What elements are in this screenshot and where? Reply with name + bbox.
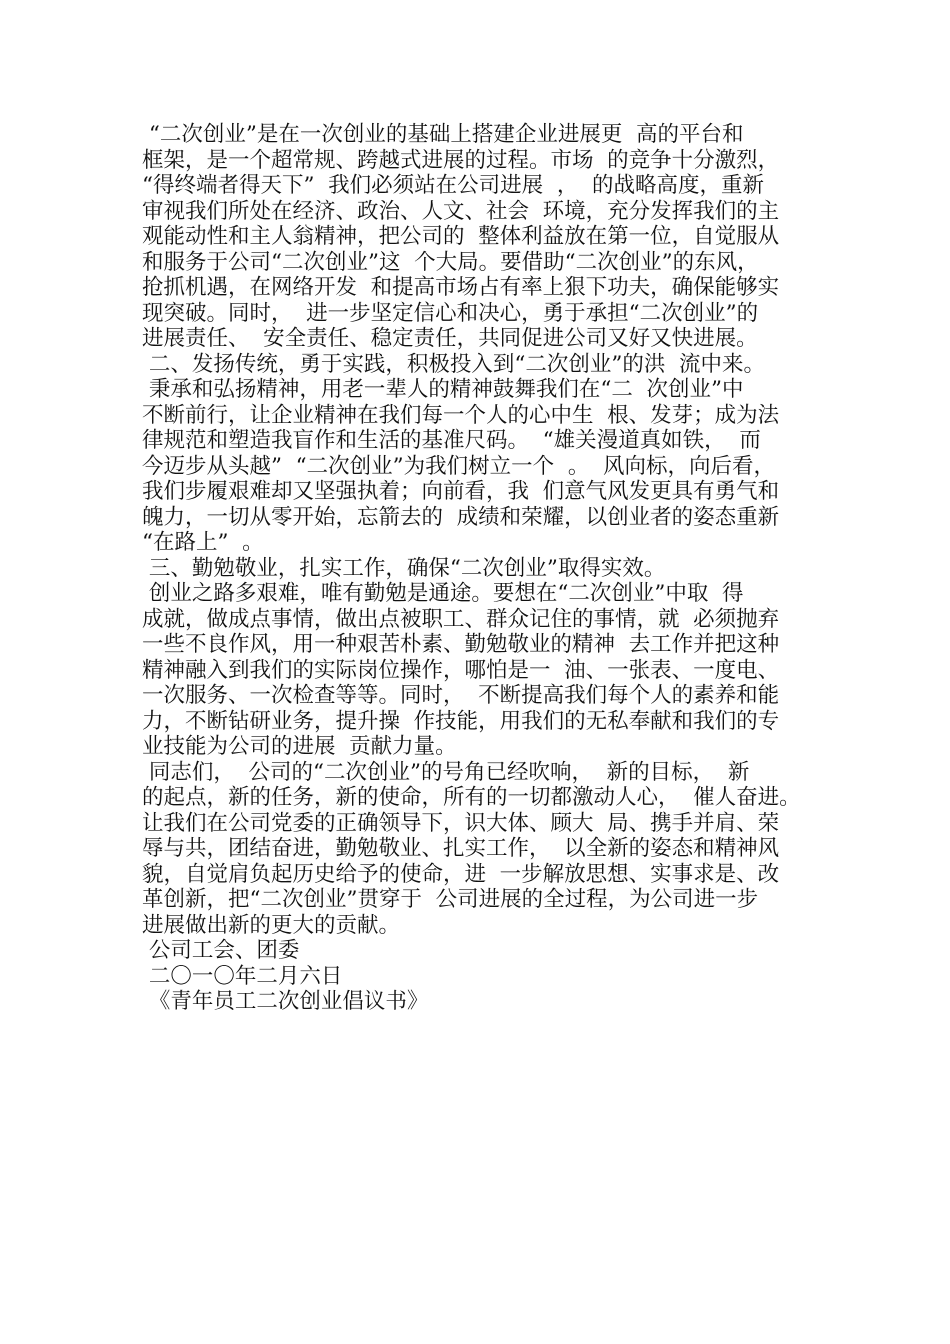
text-line-25: 业技能为公司的进展 贡献力量。 <box>142 734 457 759</box>
text-line-27: 的起点，新的任务，新的使命，所有的一切都激动人心， 催人奋进。 <box>142 785 801 810</box>
text-line-16: 魄力，一切从零开始，忘箭去的 成绩和荣耀，以创业者的姿态重新 <box>142 504 780 530</box>
text-line-28: 让我们在公司党委的正确领导下，识大体、顾大 局、携手并肩、荣 <box>142 810 780 836</box>
text-line-31: 革创新，把“二次创业”贯穿于 公司进展的全过程，为公司进一步 <box>142 887 759 912</box>
text-line-11: 秉承和弘扬精神，用老一辈人的精神鼓舞我们在“二 次创业”中 <box>142 377 744 402</box>
text-line-13: 律规范和塑造我盲作和生活的基准尺码。 “雄关漫道真如铁， 而 <box>142 428 761 453</box>
text-line-3: “得终端者得天下” 我们必须站在公司进展 ， 的战略高度，重新 <box>142 173 764 198</box>
section-heading-3: 三、勤勉敬业，扎实工作，确保“二次创业”取得实效。 <box>142 555 666 581</box>
text-line-29: 辱与共，团结奋进，勤勉敬业、扎实工作， 以全新的姿态和精神风 <box>142 836 780 861</box>
text-line-5: 观能动性和主人翁精神，把公司的 整体利益放在第一位，自觉服从 <box>142 224 780 249</box>
text-line-26: 同志们， 公司的“二次创业”的号角已经吹响， 新的目标， 新 <box>142 759 750 785</box>
section-heading-2: 二、发扬传统，勇于实践，积极投入到“二次创业”的洪 流中来。 <box>142 351 765 377</box>
text-line-19: 创业之路多艰难，唯有勤勉是通途。要想在“二次创业”中取 得 <box>142 581 744 606</box>
text-line-17: “在路上” 。 <box>142 530 264 555</box>
text-line-20: 成就，做成点事情，做出点被职工、群众记住的事情，就 必须抛弃 <box>142 606 780 632</box>
text-line-24: 力，不断钻研业务，提升操 作技能，用我们的无私奉献和我们的专 <box>142 708 780 734</box>
text-line-22: 精神融入到我们的实际岗位操作，哪怕是一 油、一张表、一度电、 <box>142 657 780 683</box>
text-line-2: 框架，是一个超常规、跨越式进展的过程。市场 的竞争十分激烈， <box>142 147 780 173</box>
signature-organization: 公司工会、团委 <box>142 938 300 963</box>
text-line-1: “二次创业”是在一次创业的基础上搭建企业进展更 高的平台和 <box>142 122 744 147</box>
text-line-14: 今迈步从头越” “二次创业”为我们树立一个 。 风向标，向后看， <box>142 453 775 479</box>
text-line-12: 不断前行，让企业精神在我们每一个人的心中生 根、发芽；成为法 <box>142 402 780 428</box>
text-line-4: 审视我们所处在经济、政治、人文、社会 环境，充分发挥我们的主 <box>142 198 780 224</box>
text-line-7: 抢抓机遇，在网络开发 和提高市场占有率上狠下功夫，确保能够实 <box>142 275 780 300</box>
text-line-9: 进展责任、 安全责任、稳定责任，共同促进公司又好又快进展。 <box>142 326 758 351</box>
text-line-8: 现突破。同时， 进一步坚定信心和决心，勇于承担“二次创业”的 <box>142 300 759 326</box>
signature-date: 二〇一〇年二月六日 <box>142 963 343 989</box>
text-line-6: 和服务于公司“二次创业”这 个大局。要借助“二次创业”的东风， <box>142 249 759 275</box>
document-body <box>142 122 842 1015</box>
document-title-reference: 《青年员工二次创业倡议书》 <box>142 989 429 1014</box>
text-line-32: 进展做出新的更大的贡献。 <box>142 912 401 938</box>
text-line-15: 我们步履艰难却又坚强执着；向前看，我 们意气风发更具有勇气和 <box>142 479 780 504</box>
text-line-21: 一些不良作风，用一种艰苦朴素、勤勉敬业的精神 去工作并把这种 <box>142 632 780 657</box>
text-line-23: 一次服务、一次检查等等。同时， 不断提高我们每个人的素养和能 <box>142 683 780 708</box>
text-line-30: 貌，自觉肩负起历史给予的使命，进 一步解放思想、实事求是、改 <box>142 861 780 887</box>
